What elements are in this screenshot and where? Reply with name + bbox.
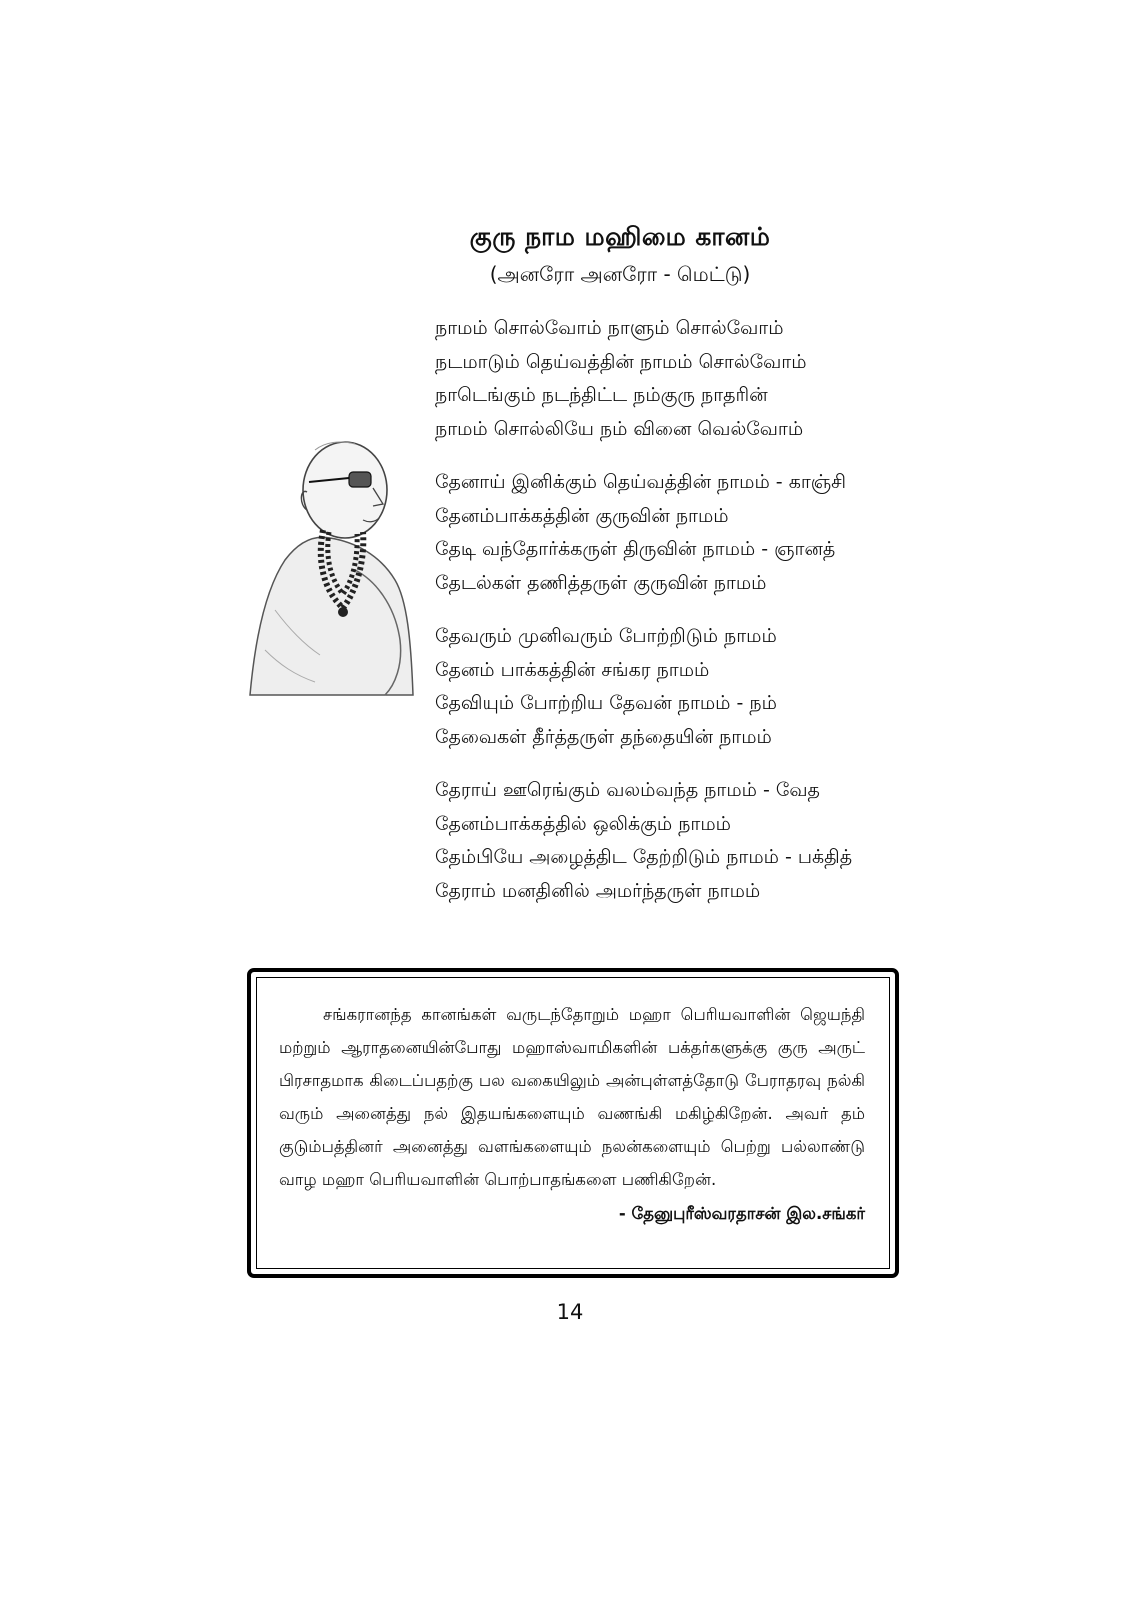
poem-line: தேனாய் இனிக்கும் தெய்வத்தின் நாமம் - காஞ்சி bbox=[435, 471, 847, 493]
stanza bbox=[435, 466, 915, 600]
poem bbox=[435, 312, 915, 928]
poem-line: தேம்பியே அழைத்திட தேற்றிடும் நாமம் - பக்தித் bbox=[435, 846, 853, 868]
stanza bbox=[435, 312, 915, 446]
acknowledgement-box-inner bbox=[256, 977, 890, 1269]
poem-line: தேனம் பாக்கத்தின் சங்கர நாமம் bbox=[435, 658, 710, 681]
stanza bbox=[435, 620, 915, 754]
stanza bbox=[435, 774, 915, 908]
poem-line: தேவரும் முனிவரும் போற்றிடும் நாமம் bbox=[435, 625, 777, 647]
page-number: 14 bbox=[556, 1300, 584, 1324]
guru-portrait-illustration bbox=[245, 430, 415, 700]
acknowledgement-box bbox=[247, 968, 899, 1278]
poem-line: தேராம் மனதினில் அமர்ந்தருள் நாமம் bbox=[435, 879, 761, 902]
author-signature: - தேனுபுரீஸ்வரதாசன் இல.சங்கர் bbox=[618, 1204, 865, 1223]
acknowledgement-text: சங்கரானந்த கானங்கள் வருடந்தோறும் மஹா பெரியவாளின் ஜெயந்தி மற்றும் ஆராதனையின்போது மஹாஸ்வாமிகளின் பக்தர்களுக்கு குரு அருட் பிரசாதமாக கிடைப்பதற்கு பல வகையிலும் அன்புள்ளத்தோடு பேராதரவு நல்கி வரும் அனைத்து நல் இதயங்களையும் வணங்கி மகிழ்கிறேன். அவர் தம் குடும்பத்தினர் அனைத்து வளங்களையும் நலன்களையும் பெற்று பல்லாண்டு வாழ மஹா பெரியவாளின் பொற்பாதங்களை பணிகிறேன். bbox=[279, 1005, 865, 1189]
poem-line: நாடெங்கும் நடந்திட்ட நம்குரு நாதரின் bbox=[435, 384, 768, 406]
poem-line: தேனம்பாக்கத்தின் குருவின் நாமம் bbox=[435, 504, 729, 527]
poem-line: தேவியும் போற்றிய தேவன் நாமம் - நம் bbox=[435, 692, 777, 714]
poem-line: தேனம்பாக்கத்தில் ஒலிக்கும் நாமம் bbox=[435, 812, 731, 835]
poem-line: தேராய் ஊரெங்கும் வலம்வந்த நாமம் - வேத bbox=[435, 779, 820, 801]
poem-line: தேவைகள் தீர்த்தருள் தந்தையின் நாமம் bbox=[435, 725, 772, 748]
poem-line: நடமாடும் தெய்வத்தின் நாமம் சொல்வோம் bbox=[435, 350, 807, 373]
poem-line: நாமம் சொல்லியே நம் வினை வெல்வோம் bbox=[435, 417, 804, 440]
poem-line: தேடல்கள் தணித்தருள் குருவின் நாமம் bbox=[435, 571, 767, 594]
poem-line: நாமம் சொல்வோம் நாளும் சொல்வோம் bbox=[435, 317, 784, 339]
song-title: குரு நாம மஹிமை கானம் bbox=[469, 222, 771, 251]
song-tune: (அனரோ அனரோ - மெட்டு) bbox=[489, 262, 751, 286]
poem-line: தேடி வந்தோர்க்கருள் திருவின் நாமம் - ஞானத் bbox=[435, 538, 836, 560]
